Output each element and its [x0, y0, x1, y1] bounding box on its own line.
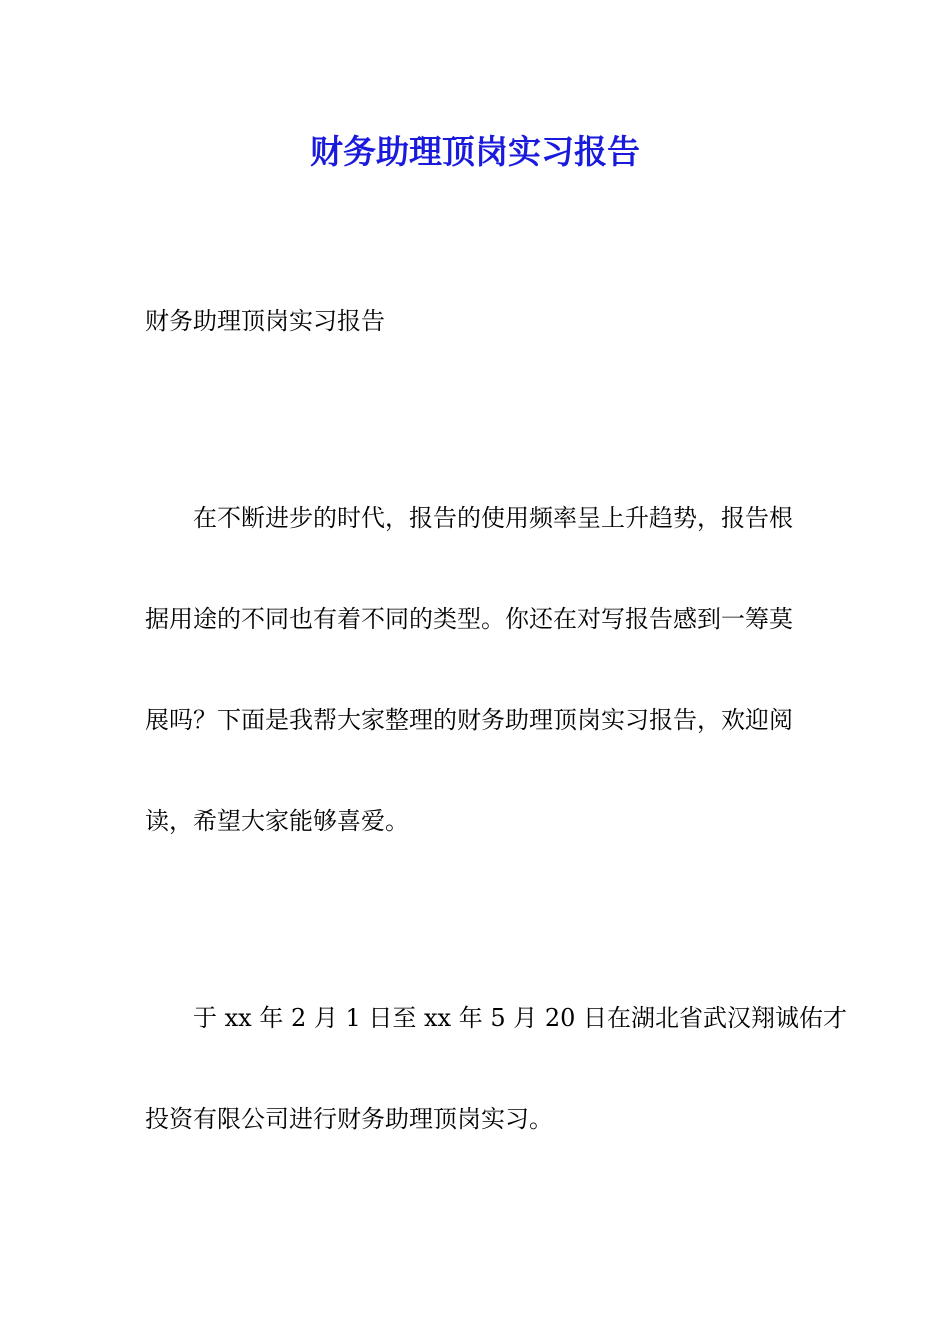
document-title: 财务助理顶岗实习报告 — [310, 132, 640, 171]
internship-paragraph — [145, 968, 848, 1170]
paragraph-line: 在不断进步的时代，报告的使用频率呈上升趋势，报告根 — [193, 504, 793, 532]
paragraph-line: 读，希望大家能够喜爱。 — [145, 807, 409, 835]
paragraph-line: 于 xx 年 2 月 1 日至 xx 年 5 月 20 日在湖北省武汉翔诚佑才 — [193, 1004, 848, 1032]
paragraph-line: 投资有限公司进行财务助理顶岗实习。 — [145, 1105, 553, 1133]
paragraph-line: 据用途的不同也有着不同的类型。你还在对写报告感到一筹莫 — [145, 605, 793, 633]
intro-paragraph — [145, 468, 815, 872]
document-subtitle: 财务助理顶岗实习报告 — [145, 307, 385, 335]
paragraph-line: 展吗？下面是我帮大家整理的财务助理顶岗实习报告，欢迎阅 — [145, 706, 793, 734]
